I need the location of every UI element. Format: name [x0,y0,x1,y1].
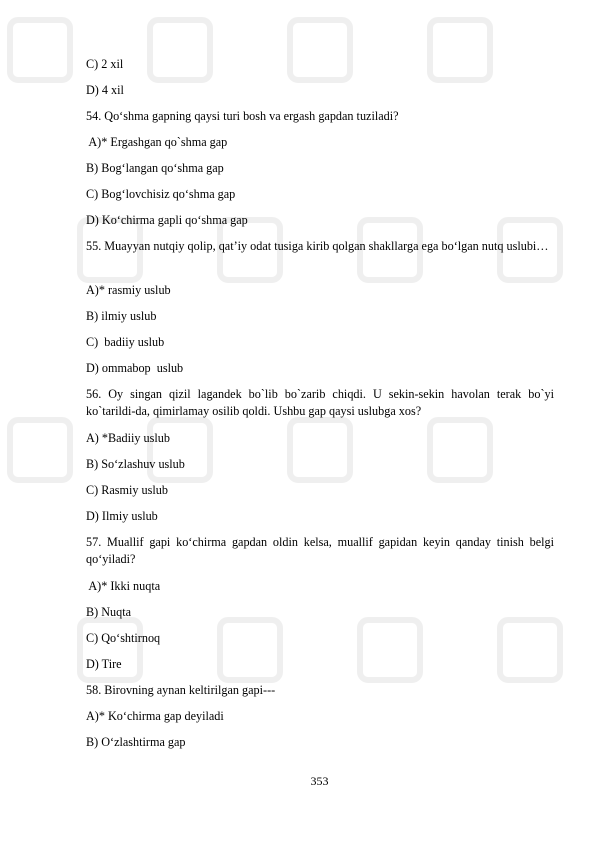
answer-option: B) Nuqta [86,605,132,619]
answer-option: A)* Ergashgan qo`shma gap [86,135,228,149]
answer-option: C) Bog‘lovchisiz qo‘shma gap [86,187,236,201]
answer-option: D) Ilmiy uslub [86,509,158,523]
question-55: 55. Muayyan nutqiy qolip, qat’iy odat tusiga kirib qolgan shakllarga ega bo‘lgan nutq uslubi… [86,239,549,253]
answer-option: A) *Badiiy uslub [86,431,170,445]
answer-option: D) ommabop uslub [86,361,184,375]
question-57: 57. Muallif gapi ko‘chirma gapdan oldin kelsa, muallif gapidan keyin qanday tinish belgi qo‘yiladi? [86,535,554,566]
answer-option: A)* rasmiy uslub [86,283,171,297]
answer-option: C) 2 xil [86,57,124,71]
answer-option: B) So‘zlashuv uslub [86,457,185,471]
answer-option: B) Bog‘langan qo‘shma gap [86,161,224,175]
answer-option: B) O‘zlashtirma gap [86,735,186,749]
answer-option: D) 4 xil [86,83,124,97]
answer-option: C) Rasmiy uslub [86,483,168,497]
answer-option: D) Ko‘chirma gapli qo‘shma gap [86,213,248,227]
question-54: 54. Qo‘shma gapning qaysi turi bosh va ergash gapdan tuziladi? [86,109,399,123]
answer-option: C) Qo‘shtirnoq [86,631,161,645]
answer-option: A)* Ikki nuqta [86,579,161,593]
answer-option: A)* Ko‘chirma gap deyiladi [86,709,224,723]
page-number: 353 [310,774,329,788]
question-58: 58. Birovning aynan keltirilgan gapi--- [86,683,276,697]
answer-option: B) ilmiy uslub [86,309,157,323]
answer-option: C) badiiy uslub [86,335,165,349]
question-56: 56. Oy singan qizil lagandek bo`lib bo`zarib chiqdi. U sekin-sekin havolan terak bo`yi ko`tarildi-da, qimirlamay osilib qoldi. Ushbu gap qaysi uslubga xos? [86,387,554,418]
answer-option: D) Tire [86,657,122,671]
